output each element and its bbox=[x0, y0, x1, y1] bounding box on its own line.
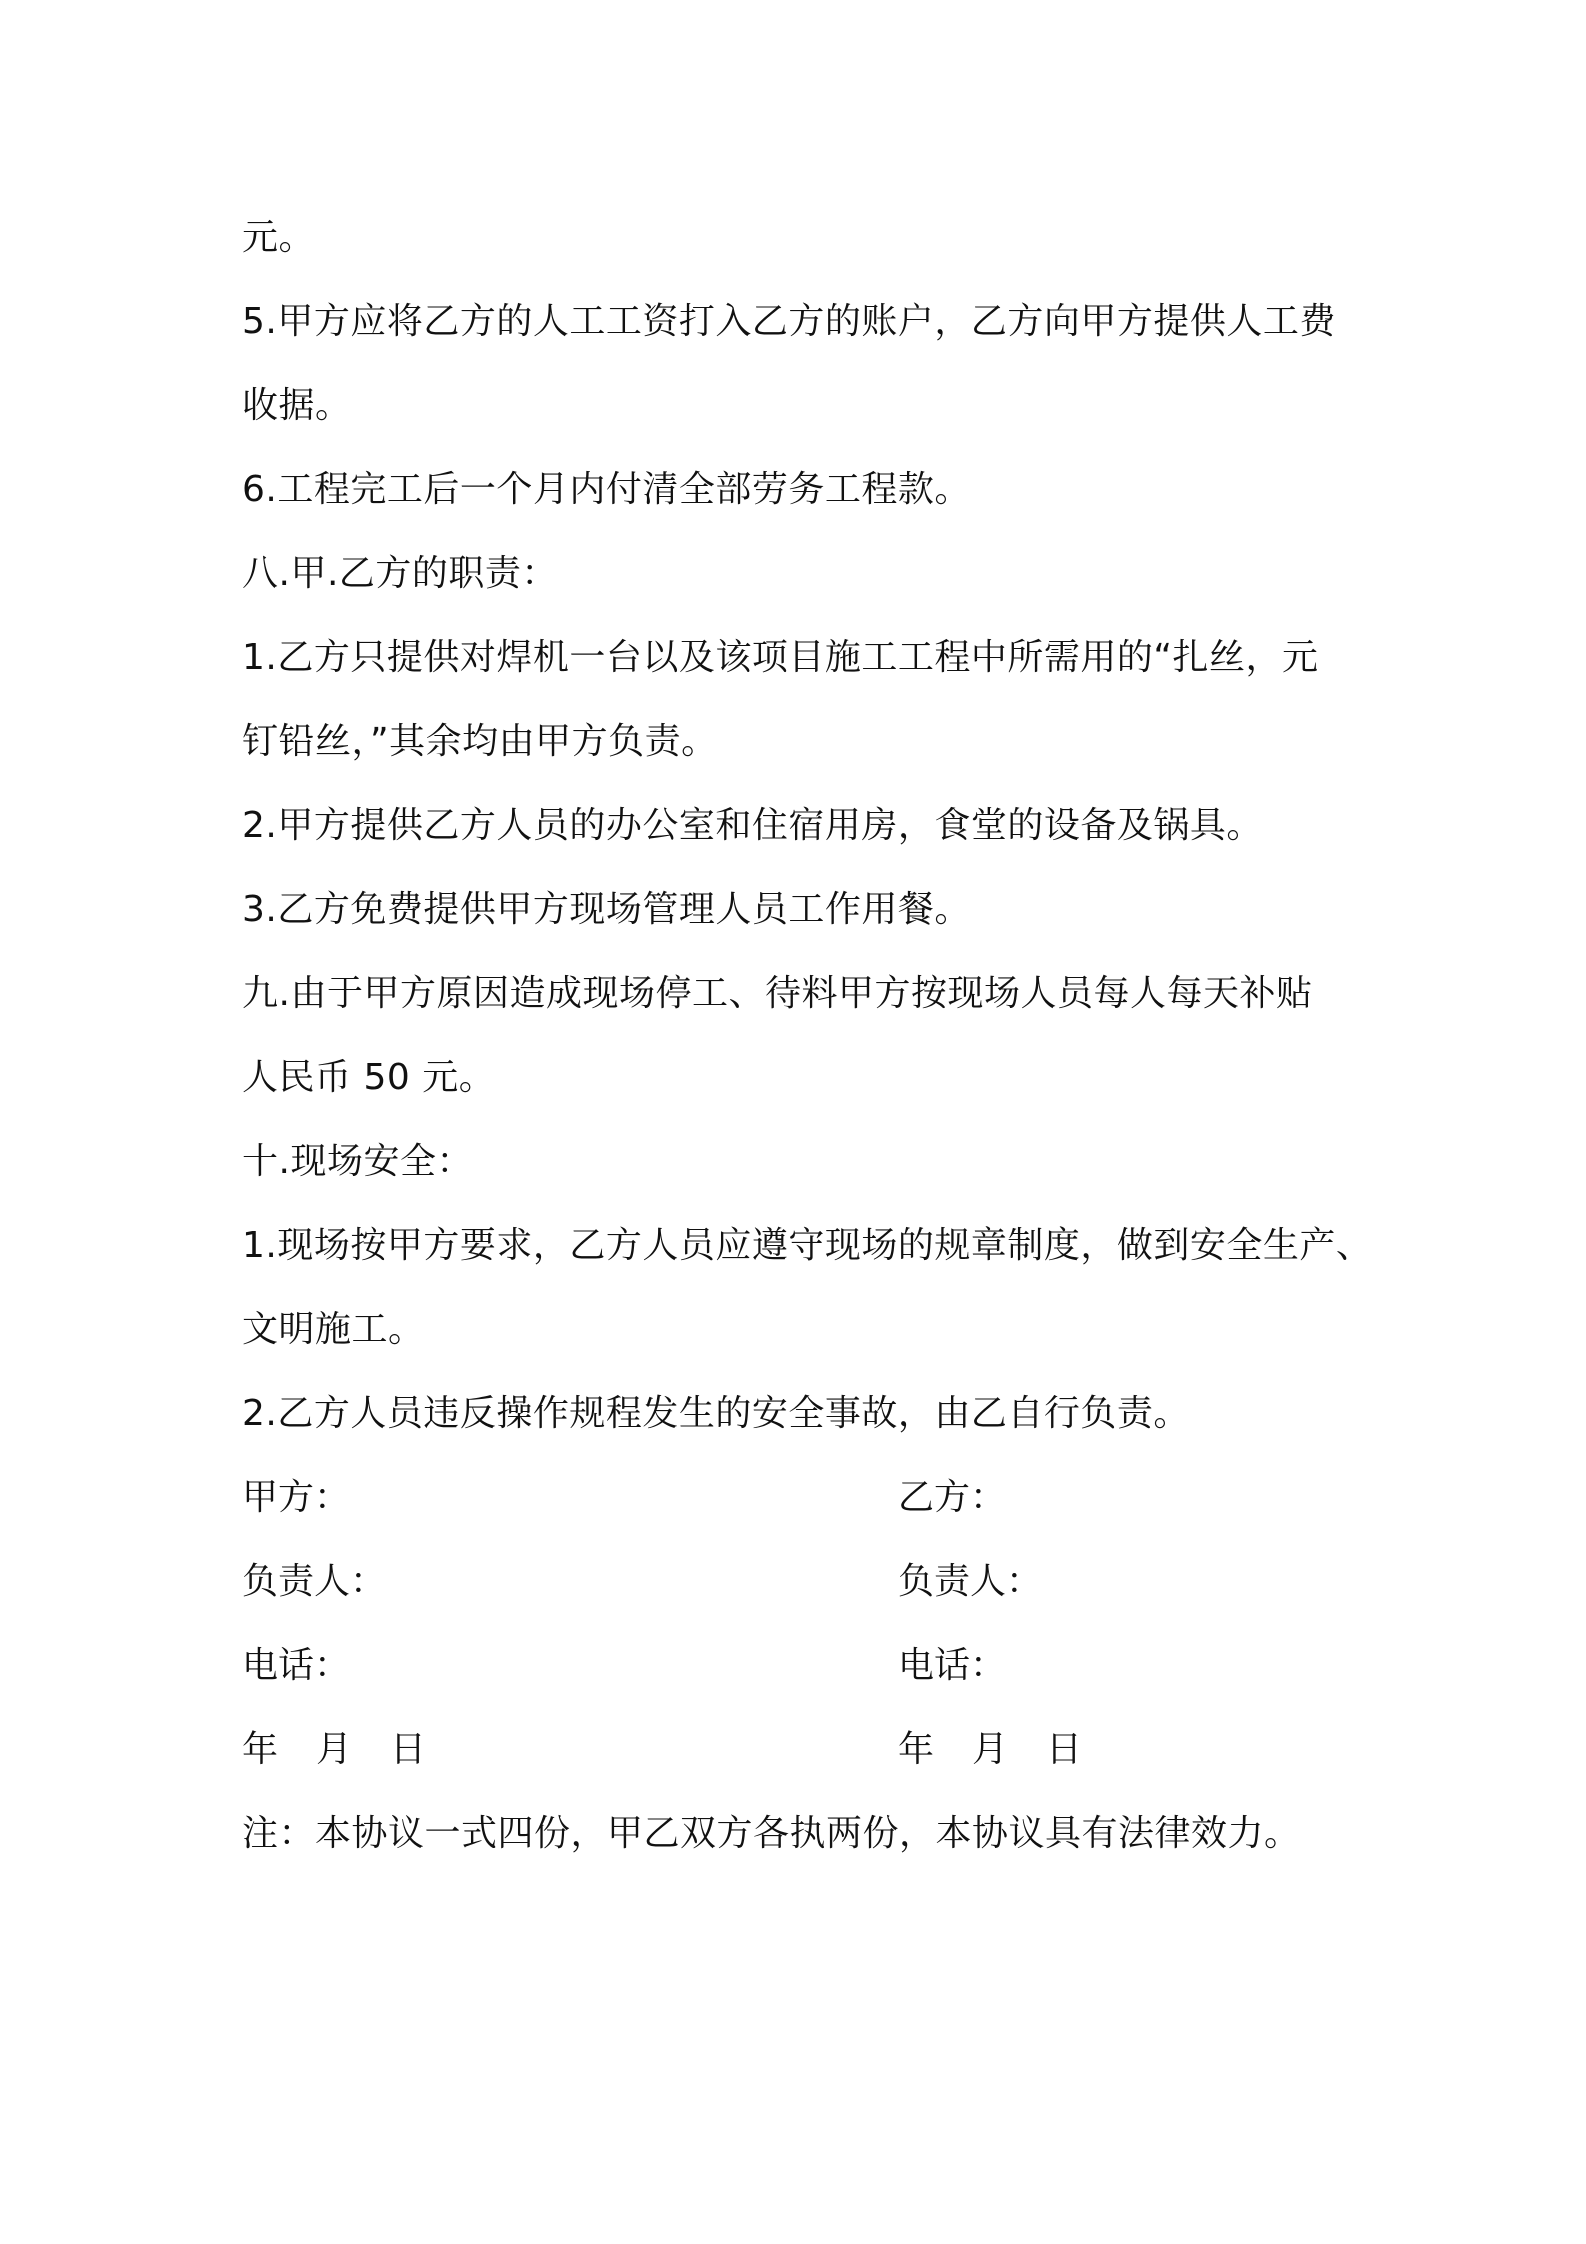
person-a-label: 负责人： bbox=[242, 1561, 387, 1602]
text-line: 收据。 bbox=[242, 385, 352, 426]
signature-row-person bbox=[242, 1540, 1362, 1624]
signature-row-date bbox=[242, 1708, 1362, 1792]
text-line: 人民币 50 元。 bbox=[242, 1057, 496, 1098]
date-b-year: 年 bbox=[898, 1729, 935, 1770]
date-b-day: 日 bbox=[1046, 1729, 1083, 1770]
signature-row-party bbox=[242, 1456, 1362, 1540]
party-a-label: 甲方： bbox=[242, 1477, 351, 1518]
text-line: 文明施工。 bbox=[242, 1309, 425, 1350]
text-line: 2.乙方人员违反操作规程发生的安全事故，由乙自行负责。 bbox=[242, 1393, 1190, 1434]
phone-a-label: 电话： bbox=[242, 1645, 351, 1686]
person-b-label: 负责人： bbox=[898, 1561, 1043, 1602]
text-line: 6.工程完工后一个月内付清全部劳务工程款。 bbox=[242, 469, 971, 510]
section-heading: 八.甲.乙方的职责： bbox=[242, 553, 558, 594]
phone-b-label: 电话： bbox=[898, 1645, 1007, 1686]
party-b-label: 乙方： bbox=[898, 1477, 1007, 1518]
date-b bbox=[898, 1708, 1082, 1792]
date-a-day: 日 bbox=[390, 1729, 427, 1770]
section-heading: 九.由于甲方原因造成现场停工、待料甲方按现场人员每人每天补贴 bbox=[242, 973, 1313, 1014]
signature-row-phone bbox=[242, 1624, 1362, 1708]
text-line: 钉铅丝，”其余均由甲方负责。 bbox=[242, 721, 718, 762]
section-heading: 十.现场安全： bbox=[242, 1141, 473, 1182]
date-a bbox=[242, 1708, 426, 1792]
date-a-month: 月 bbox=[316, 1729, 353, 1770]
document-body bbox=[242, 196, 1373, 1876]
text-line: 2.甲方提供乙方人员的办公室和住宿用房，食堂的设备及锅具。 bbox=[242, 805, 1263, 846]
text-line: 3.乙方免费提供甲方现场管理人员工作用餐。 bbox=[242, 889, 971, 930]
date-b-month: 月 bbox=[972, 1729, 1009, 1770]
date-a-year: 年 bbox=[242, 1729, 279, 1770]
agreement-note: 注：本协议一式四份，甲乙双方各执两份，本协议具有法律效力。 bbox=[242, 1813, 1301, 1854]
text-line: 1.乙方只提供对焊机一台以及该项目施工工程中所需用的“扎丝，元 bbox=[242, 637, 1319, 678]
text-line: 5.甲方应将乙方的人工工资打入乙方的账户，乙方向甲方提供人工费 bbox=[242, 301, 1336, 342]
text-line: 1.现场按甲方要求，乙方人员应遵守现场的规章制度，做到安全生产、 bbox=[242, 1225, 1373, 1266]
text-line: 元。 bbox=[242, 217, 316, 258]
